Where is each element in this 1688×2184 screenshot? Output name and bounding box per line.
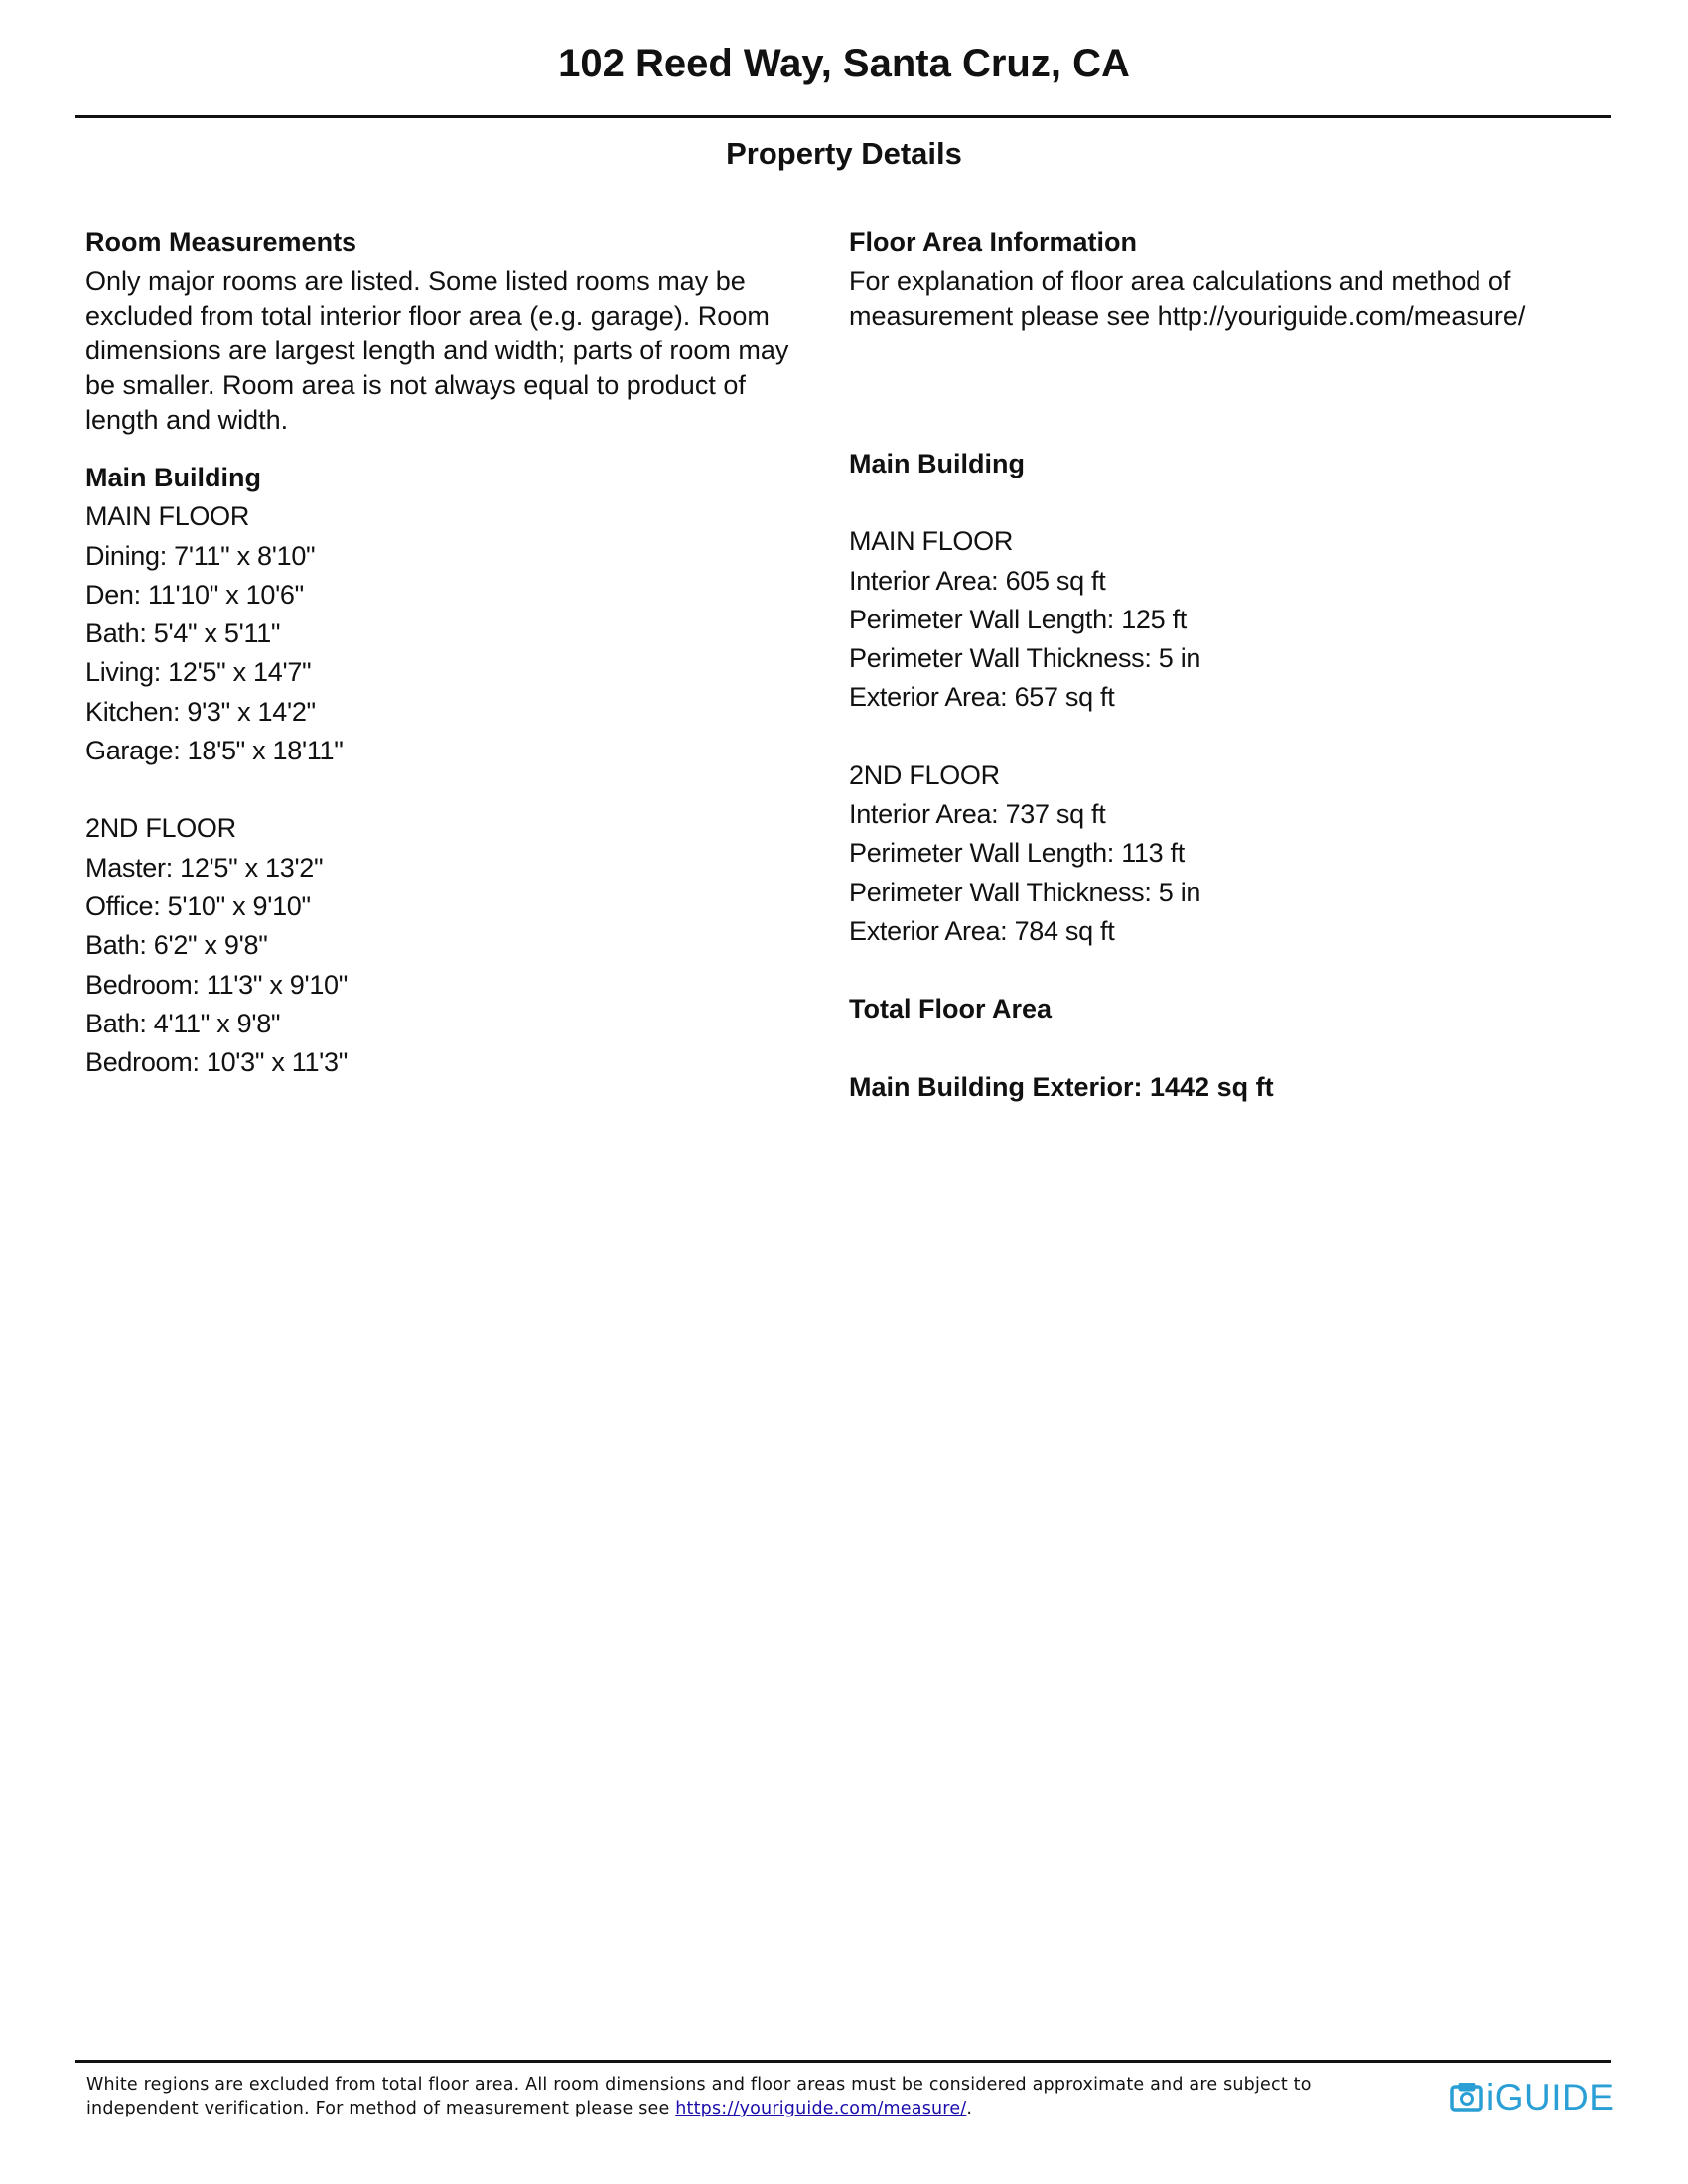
room-measurements-column bbox=[85, 225, 820, 1084]
footer-disclaimer bbox=[86, 2073, 1417, 2120]
room-item: Office: 5'10" x 9'10" bbox=[85, 890, 311, 921]
area-item: Perimeter Wall Length: 113 ft bbox=[849, 838, 1185, 869]
floor-area-heading: Floor Area Information bbox=[849, 227, 1138, 257]
area-item: Perimeter Wall Length: 125 ft bbox=[849, 604, 1187, 634]
footer-text: White regions are excluded from total floor area. All room dimensions and floor areas must be considered approximate and are subject to independent verification. For method of measurement please see bbox=[86, 2075, 1312, 2118]
measure-link[interactable]: https://youriguide.com/measure/ bbox=[675, 2099, 967, 2118]
right-building-heading: Main Building bbox=[849, 449, 1025, 478]
room-measurements-description: Only major rooms are listed. Some listed rooms may be excluded from total interior floor area (e.g. garage). Room dimensions are largest length and width; parts of room may be smaller. Room area is not always equal to product of length and width. bbox=[85, 266, 789, 435]
room-item: Bedroom: 10'3" x 11'3" bbox=[85, 1047, 349, 1078]
room-item: Kitchen: 9'3" x 14'2" bbox=[85, 696, 316, 727]
iguide-logo bbox=[1450, 2077, 1614, 2118]
floor-area-description: For explanation of floor area calculations and method of measurement please see http://youriguide.com/measure/ bbox=[849, 266, 1526, 331]
room-item: Living: 12'5" x 14'7" bbox=[85, 657, 312, 688]
floor-label: 2ND FLOOR bbox=[85, 813, 236, 844]
floor-area-column bbox=[849, 225, 1584, 1109]
header-divider bbox=[75, 115, 1611, 118]
room-item: Master: 12'5" x 13'2" bbox=[85, 852, 324, 883]
page-title: 102 Reed Way, Santa Cruz, CA bbox=[558, 42, 1130, 85]
room-item: Bath: 5'4" x 5'11" bbox=[85, 618, 281, 649]
footer-divider bbox=[75, 2060, 1611, 2063]
floor-label: 2ND FLOOR bbox=[849, 759, 1000, 790]
area-item: Perimeter Wall Thickness: 5 in bbox=[849, 877, 1201, 907]
room-item: Bath: 6'2" x 9'8" bbox=[85, 930, 268, 961]
area-item: Exterior Area: 784 sq ft bbox=[849, 915, 1115, 946]
area-item: Perimeter Wall Thickness: 5 in bbox=[849, 643, 1201, 674]
room-item: Den: 11'10" x 10'6" bbox=[85, 579, 304, 610]
iguide-logo-icon bbox=[1450, 2083, 1483, 2113]
room-item: Dining: 7'11" x 8'10" bbox=[85, 540, 316, 571]
iguide-logo-text: iGUIDE bbox=[1486, 2077, 1615, 2117]
area-item: Interior Area: 737 sq ft bbox=[849, 799, 1106, 830]
footer-end: . bbox=[966, 2099, 973, 2118]
total-floor-area-value: Main Building Exterior: 1442 sq ft bbox=[849, 1071, 1274, 1102]
room-item: Bedroom: 11'3" x 9'10" bbox=[85, 969, 349, 1000]
room-item: Bath: 4'11" x 9'8" bbox=[85, 1008, 281, 1038]
section-title: Property Details bbox=[726, 136, 962, 171]
area-item: Interior Area: 605 sq ft bbox=[849, 565, 1106, 596]
floor-label: MAIN FLOOR bbox=[849, 526, 1014, 557]
floor-label: MAIN FLOOR bbox=[85, 501, 250, 532]
room-item: Garage: 18'5" x 18'11" bbox=[85, 736, 344, 766]
total-floor-area-heading: Total Floor Area bbox=[849, 994, 1053, 1024]
room-measurements-heading: Room Measurements bbox=[85, 227, 357, 257]
area-item: Exterior Area: 657 sq ft bbox=[849, 682, 1115, 713]
left-building-heading: Main Building bbox=[85, 463, 261, 492]
